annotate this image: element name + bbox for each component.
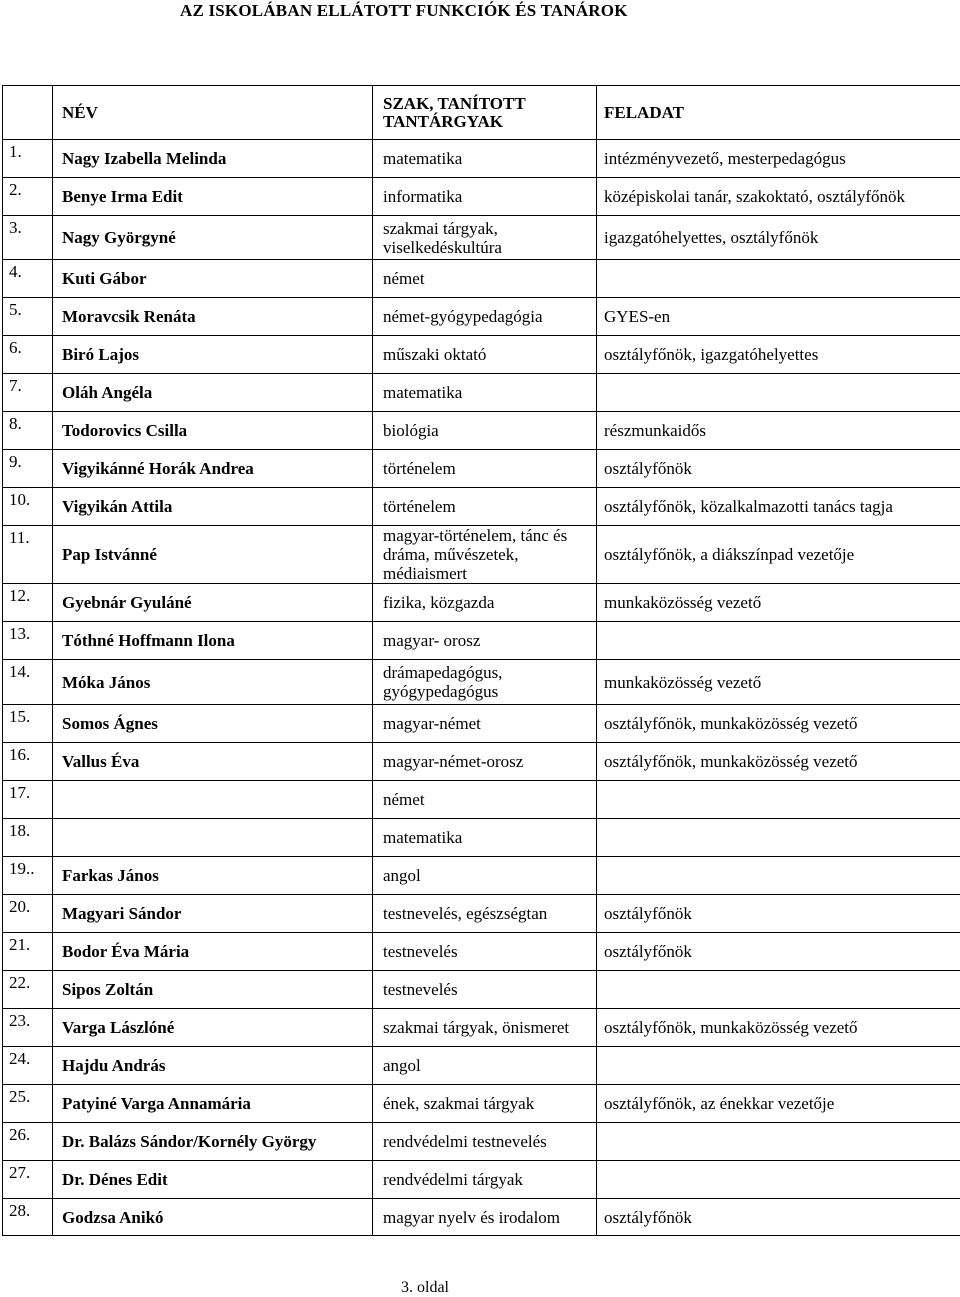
row-subject: [373, 336, 597, 374]
row-subject: [373, 374, 597, 412]
row-name: [53, 622, 373, 660]
row-task: [597, 488, 960, 526]
table-row: [3, 781, 960, 819]
row-number: [3, 374, 53, 412]
row-task: [597, 216, 960, 260]
row-name-text: Móka János: [62, 673, 150, 692]
row-subject: [373, 412, 597, 450]
row-name-text: Hajdu András: [62, 1056, 165, 1075]
row-task-text: munkaközösség vezető: [604, 673, 761, 692]
row-task-text: osztályfőnök, a diákszínpad vezetője: [604, 545, 854, 564]
table-row: [3, 1085, 960, 1123]
row-subject-text: angol: [383, 1056, 421, 1075]
row-number: [3, 895, 53, 933]
row-task-text: intézményvezető, mesterpedagógus: [604, 149, 846, 168]
row-number: [3, 622, 53, 660]
row-number: [3, 216, 53, 260]
row-name-text: Biró Lajos: [62, 345, 139, 364]
row-task: [597, 933, 960, 971]
row-name-text: Benye Irma Edit: [62, 187, 183, 206]
row-number: [3, 660, 53, 705]
row-subject: [373, 140, 597, 178]
row-subject: [373, 857, 597, 895]
row-subject-text: magyar-történelem, tánc és dráma, művészetek, médiaismert: [383, 526, 567, 583]
row-task: [597, 1009, 960, 1047]
row-task: [597, 660, 960, 705]
table-row: [3, 705, 960, 743]
row-subject: [373, 488, 597, 526]
row-number: [3, 1009, 53, 1047]
row-subject: [373, 1161, 597, 1199]
row-number-text: 1.: [9, 142, 22, 161]
row-subject: [373, 622, 597, 660]
row-task-text: osztályfőnök, közalkalmazotti tanács tagja: [604, 497, 893, 516]
row-task-text: GYES-en: [604, 307, 670, 326]
table-row: [3, 743, 960, 781]
row-task: [597, 584, 960, 622]
row-task: [597, 705, 960, 743]
row-task-text: osztályfőnök, munkaközösség vezető: [604, 714, 858, 733]
row-number-text: 21.: [9, 935, 30, 954]
row-subject-text: testnevelés, egészségtan: [383, 904, 547, 923]
row-number-text: 14.: [9, 662, 30, 681]
row-number: [3, 260, 53, 298]
row-name: [53, 260, 373, 298]
row-subject-text: ének, szakmai tárgyak: [383, 1094, 534, 1113]
row-subject-text: szakmai tárgyak, önismeret: [383, 1018, 569, 1037]
row-name: [53, 1009, 373, 1047]
row-task: [597, 178, 960, 216]
row-subject-text: biológia: [383, 421, 439, 440]
row-task: [597, 1199, 960, 1236]
row-name: [53, 1123, 373, 1161]
row-subject-text: történelem: [383, 497, 456, 516]
row-task: [597, 450, 960, 488]
row-subject: [373, 1123, 597, 1161]
row-task-text: osztályfőnök: [604, 1208, 692, 1227]
row-task: [597, 781, 960, 819]
row-subject-text: drámapedagógus, gyógypedagógus: [383, 663, 502, 701]
row-name-text: Vallus Éva: [62, 752, 139, 771]
row-name: [53, 819, 373, 857]
row-task: [597, 1161, 960, 1199]
header-task: FELADAT: [597, 86, 960, 140]
row-name-text: Oláh Angéla: [62, 383, 152, 402]
row-subject-text: angol: [383, 866, 421, 885]
row-task-text: középiskolai tanár, szakoktató, osztályfőnök: [604, 187, 905, 206]
row-number: [3, 450, 53, 488]
row-number-text: 28.: [9, 1201, 30, 1220]
row-name-text: Magyari Sándor: [62, 904, 181, 923]
row-subject: [373, 781, 597, 819]
row-number: [3, 178, 53, 216]
row-name: [53, 1047, 373, 1085]
row-number: [3, 781, 53, 819]
row-task: [597, 140, 960, 178]
row-subject-text: rendvédelmi tárgyak: [383, 1170, 523, 1189]
row-task: [597, 895, 960, 933]
row-number-text: 18.: [9, 821, 30, 840]
row-number: [3, 857, 53, 895]
row-task: [597, 622, 960, 660]
row-name-text: Bodor Éva Mária: [62, 942, 189, 961]
table-row: [3, 857, 960, 895]
row-number: [3, 526, 53, 584]
row-subject-text: rendvédelmi testnevelés: [383, 1132, 547, 1151]
row-task: [597, 857, 960, 895]
row-name: [53, 584, 373, 622]
row-task-text: osztályfőnök, igazgatóhelyettes: [604, 345, 818, 364]
table-row: [3, 526, 960, 584]
row-subject: [373, 1047, 597, 1085]
row-task-text: osztályfőnök: [604, 904, 692, 923]
row-name: [53, 743, 373, 781]
row-subject: [373, 260, 597, 298]
row-name: [53, 374, 373, 412]
row-task: [597, 336, 960, 374]
row-number-text: 12.: [9, 586, 30, 605]
row-number-text: 6.: [9, 338, 22, 357]
table-row: [3, 819, 960, 857]
row-subject: [373, 216, 597, 260]
row-name-text: Moravcsik Renáta: [62, 307, 196, 326]
row-number: [3, 412, 53, 450]
row-subject-text: testnevelés: [383, 942, 458, 961]
table-row: [3, 622, 960, 660]
row-task: [597, 743, 960, 781]
row-subject: [373, 660, 597, 705]
row-number: [3, 1161, 53, 1199]
row-name: [53, 705, 373, 743]
row-name-text: Vigyikán Attila: [62, 497, 172, 516]
header-subject: SZAK, TANÍTOTT TANTÁRGYAK: [373, 86, 597, 140]
page-title: AZ ISKOLÁBAN ELLÁTOTT FUNKCIÓK ÉS TANÁROK: [180, 1, 628, 21]
row-subject-text: informatika: [383, 187, 462, 206]
row-number-text: 3.: [9, 218, 22, 237]
row-task-text: osztályfőnök: [604, 459, 692, 478]
row-number: [3, 705, 53, 743]
row-name-text: Patyiné Varga Annamária: [62, 1094, 251, 1113]
row-name: [53, 216, 373, 260]
row-name-text: Varga Lászlóné: [62, 1018, 174, 1037]
row-number-text: 16.: [9, 745, 30, 764]
table-row: [3, 584, 960, 622]
header-num: [3, 86, 53, 140]
row-name-text: Kuti Gábor: [62, 269, 147, 288]
row-task-text: osztályfőnök, az énekkar vezetője: [604, 1094, 834, 1113]
table-row: [3, 933, 960, 971]
table-row: [3, 336, 960, 374]
row-number: [3, 971, 53, 1009]
row-task: [597, 412, 960, 450]
row-task-text: munkaközösség vezető: [604, 593, 761, 612]
table-row: [3, 1047, 960, 1085]
row-name: [53, 488, 373, 526]
row-number: [3, 819, 53, 857]
row-task-text: részmunkaidős: [604, 421, 706, 440]
row-name: [53, 1161, 373, 1199]
row-name: [53, 1199, 373, 1236]
row-number-text: 26.: [9, 1125, 30, 1144]
row-number-text: 23.: [9, 1011, 30, 1030]
table-row: [3, 895, 960, 933]
row-name-text: Nagy Izabella Melinda: [62, 149, 226, 168]
row-task: [597, 526, 960, 584]
row-number-text: 8.: [9, 414, 22, 433]
row-task-text: igazgatóhelyettes, osztályfőnök: [604, 228, 818, 247]
row-subject: [373, 933, 597, 971]
row-name-text: Farkas János: [62, 866, 159, 885]
row-name-text: Tóthné Hoffmann Ilona: [62, 631, 235, 650]
table-row: [3, 1009, 960, 1047]
row-subject: [373, 298, 597, 336]
row-name-text: Todorovics Csilla: [62, 421, 187, 440]
table-row: [3, 140, 960, 178]
staff-table: [2, 85, 960, 1236]
table-row: [3, 216, 960, 260]
row-name: [53, 450, 373, 488]
row-number: [3, 1199, 53, 1236]
row-number: [3, 1085, 53, 1123]
row-subject: [373, 705, 597, 743]
row-subject: [373, 450, 597, 488]
row-subject-text: magyar-német-orosz: [383, 752, 523, 771]
row-subject-text: német: [383, 269, 425, 288]
row-name: [53, 1085, 373, 1123]
row-number-text: 11.: [9, 528, 30, 547]
row-task: [597, 1085, 960, 1123]
row-name: [53, 660, 373, 705]
row-subject-text: magyar nyelv és irodalom: [383, 1208, 560, 1227]
row-number-text: 9.: [9, 452, 22, 471]
table-row: [3, 1161, 960, 1199]
row-name-text: Dr. Balázs Sándor/Kornély György: [62, 1132, 316, 1151]
header-name: NÉV: [53, 86, 373, 140]
row-number: [3, 743, 53, 781]
row-number-text: 10.: [9, 490, 30, 509]
row-task-text: osztályfőnök, munkaközösség vezető: [604, 1018, 858, 1037]
row-subject: [373, 819, 597, 857]
row-subject-text: szakmai tárgyak, viselkedéskultúra: [383, 219, 502, 257]
row-subject: [373, 1085, 597, 1123]
row-subject-text: műszaki oktató: [383, 345, 486, 364]
row-subject-text: történelem: [383, 459, 456, 478]
row-name: [53, 526, 373, 584]
row-name-text: Nagy Györgyné: [62, 228, 176, 247]
row-subject-text: testnevelés: [383, 980, 458, 999]
table-row: [3, 260, 960, 298]
row-subject: [373, 1199, 597, 1236]
table-row: [3, 1123, 960, 1161]
table-row: [3, 488, 960, 526]
table-row: [3, 660, 960, 705]
row-name: [53, 971, 373, 1009]
row-number-text: 13.: [9, 624, 30, 643]
row-name: [53, 412, 373, 450]
row-number-text: 25.: [9, 1087, 30, 1106]
row-task: [597, 1047, 960, 1085]
row-name: [53, 178, 373, 216]
row-subject-text: fizika, közgazda: [383, 593, 494, 612]
row-number-text: 20.: [9, 897, 30, 916]
table-row: [3, 178, 960, 216]
row-number: [3, 1123, 53, 1161]
row-task-text: osztályfőnök, munkaközösség vezető: [604, 752, 858, 771]
row-subject: [373, 971, 597, 1009]
row-name-text: Dr. Dénes Edit: [62, 1170, 168, 1189]
row-number-text: 27.: [9, 1163, 30, 1182]
table-row: [3, 1199, 960, 1236]
row-name: [53, 933, 373, 971]
row-name: [53, 781, 373, 819]
row-number: [3, 584, 53, 622]
row-subject-text: magyar-német: [383, 714, 481, 733]
row-number-text: 7.: [9, 376, 22, 395]
row-number: [3, 488, 53, 526]
row-task: [597, 1123, 960, 1161]
row-task: [597, 819, 960, 857]
row-subject-text: német-gyógypedagógia: [383, 307, 543, 326]
table-row: [3, 971, 960, 1009]
row-subject: [373, 526, 597, 584]
row-name-text: Vigyikánné Horák Andrea: [62, 459, 254, 478]
row-subject: [373, 895, 597, 933]
row-number: [3, 298, 53, 336]
row-name-text: Gyebnár Gyuláné: [62, 593, 192, 612]
row-name: [53, 298, 373, 336]
row-task: [597, 971, 960, 1009]
row-number-text: 19..: [9, 859, 35, 878]
row-subject-text: magyar- orosz: [383, 631, 480, 650]
row-subject-text: matematika: [383, 828, 462, 847]
row-name: [53, 895, 373, 933]
row-name: [53, 857, 373, 895]
row-name: [53, 336, 373, 374]
row-subject: [373, 743, 597, 781]
table-row: [3, 298, 960, 336]
row-number-text: 4.: [9, 262, 22, 281]
row-number-text: 17.: [9, 783, 30, 802]
row-subject: [373, 584, 597, 622]
table-row: [3, 412, 960, 450]
row-number-text: 15.: [9, 707, 30, 726]
row-number-text: 22.: [9, 973, 30, 992]
row-number: [3, 933, 53, 971]
row-number-text: 24.: [9, 1049, 30, 1068]
row-subject: [373, 178, 597, 216]
row-subject-text: német: [383, 790, 425, 809]
table-row: [3, 450, 960, 488]
table-header-row: [3, 86, 960, 140]
row-subject-text: matematika: [383, 149, 462, 168]
row-task: [597, 298, 960, 336]
row-subject: [373, 1009, 597, 1047]
row-number: [3, 336, 53, 374]
row-number: [3, 1047, 53, 1085]
row-task: [597, 374, 960, 412]
row-name-text: Somos Ágnes: [62, 714, 158, 733]
row-task: [597, 260, 960, 298]
row-name-text: Godzsa Anikó: [62, 1208, 164, 1227]
row-task-text: osztályfőnök: [604, 942, 692, 961]
row-number-text: 5.: [9, 300, 22, 319]
row-name-text: Sipos Zoltán: [62, 980, 153, 999]
row-name-text: Pap Istvánné: [62, 545, 157, 564]
row-number-text: 2.: [9, 180, 22, 199]
row-subject-text: matematika: [383, 383, 462, 402]
row-name: [53, 140, 373, 178]
table-row: [3, 374, 960, 412]
page-number: 3. oldal: [0, 1279, 850, 1297]
row-number: [3, 140, 53, 178]
